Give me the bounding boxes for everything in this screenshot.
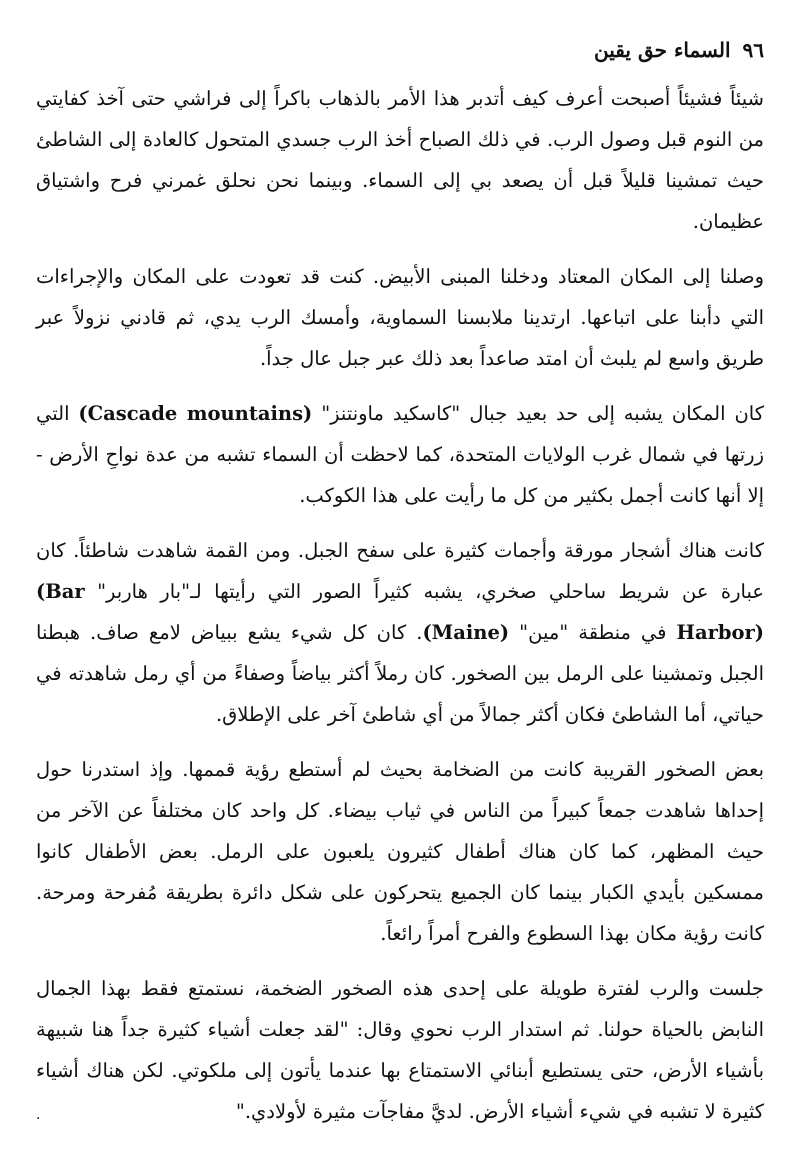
paragraph-4-part-1: كانت هناك أشجار مورقة وأجمات كثيرة على سفح الجبل. ومن القمة شاهدت شاطئاً. كان عبارة عن شريط ساحلي صخري، يشبه كثيراً الصور التي رأيتها لـ"بار هاربر"	[36, 539, 764, 603]
paragraph-3-part-2: التي زرتها في شمال غرب الولايات المتحدة، كما لاحظت أن السماء تشبه من عدة نواحِ الأرض - إلا أنها كانت أجمل بكثير من كل ما رأيت على هذا الكوكب.	[36, 402, 764, 507]
page-number: ٩٦	[742, 38, 764, 62]
english-term-maine: (Maine)	[422, 621, 510, 644]
footer-mark: .	[36, 1107, 41, 1123]
running-title: السماء حق يقين	[594, 38, 731, 62]
paragraph-4-part-2: في منطقة "مين"	[509, 621, 677, 644]
paragraph-4	[36, 530, 764, 735]
paragraph-1: شيئاً فشيئاً أصبحت أعرف كيف أتدبر هذا الأمر بالذهاب باكراً إلى فراشي حتى آخذ كفايتي من النوم قبل وصول الرب. في ذلك الصباح أخذ الرب جسدي المتحول كالعادة إلى الشاطئ حيث تمشينا قليلاً قبل أن يصعد بي إلى السماء. وبينما نحن نحلق غمرني فرح واشتياق عظيمان.	[36, 87, 764, 233]
paragraph-5: بعض الصخور القريبة كانت من الضخامة بحيث لم أستطع رؤية قممها. وإذ استدرنا حول إحداها شاهدت جمعاً كبيراً من الناس في ثياب بيضاء. كل واحد كان مختلفاً عن الآخر من حيث المظهر، كما كان هناك أطفال كثيرون يلعبون على الرمل. بعض الأطفال كانوا ممسكين بأيدي الكبار بينما كان الجميع يتحركون على شكل دائرة بطريقة مُفرحة ومرحة. كانت رؤية مكان بهذا السطوع والفرح أمراً رائعاً.	[36, 758, 764, 945]
page-header	[36, 30, 764, 70]
english-term-bar-harbor: (Bar Harbor)	[36, 580, 765, 644]
paragraph-3	[36, 393, 764, 516]
paragraph-4-part-3: . كان كل شيء يشع ببياض لامع صاف. هبطنا الجبل وتمشينا على الرمل بين الصخور. كان رملاً أكثر بياضاً وصفاءً من أي رمل شاهدته في حياتي، أما الشاطئ فكان أكثر جمالاً من أي شاطئ آخر على الإطلاق.	[36, 621, 764, 726]
paragraph-3-part-1: كان المكان يشبه إلى حد بعيد جبال "كاسكيد ماونتنز"	[312, 402, 764, 425]
body-text	[36, 78, 764, 1146]
paragraph-2: وصلنا إلى المكان المعتاد ودخلنا المبنى الأبيض. كنت قد تعودت على المكان والإجراءات التي دأبنا على اتباعها. ارتدينا ملابسنا السماوية، وأمسك الرب يدي، ثم قادني نزولاً عبر طريق واسع لم يلبث أن امتد صاعداً بعد ذلك عبر جبل عال جداً.	[36, 265, 764, 370]
paragraph-6: جلست والرب لفترة طويلة على إحدى هذه الصخور الضخمة، نستمتع فقط بهذا الجمال النابض بالحياة حولنا. ثم استدار الرب نحوي وقال: "لقد جعلت أشياء كثيرة جداً هنا شبيهة بأشياء الأرض، حتى يستطيع أبنائي الاستمتاع بها عندما يأتون إلى ملكوتي. لكن هناك أشياء كثيرة لا تشبه في شيء أشياء الأرض. لديَّ مفاجآت مثيرة لأولادي."	[36, 977, 764, 1123]
english-term-cascade: (Cascade mountains)	[78, 402, 313, 425]
